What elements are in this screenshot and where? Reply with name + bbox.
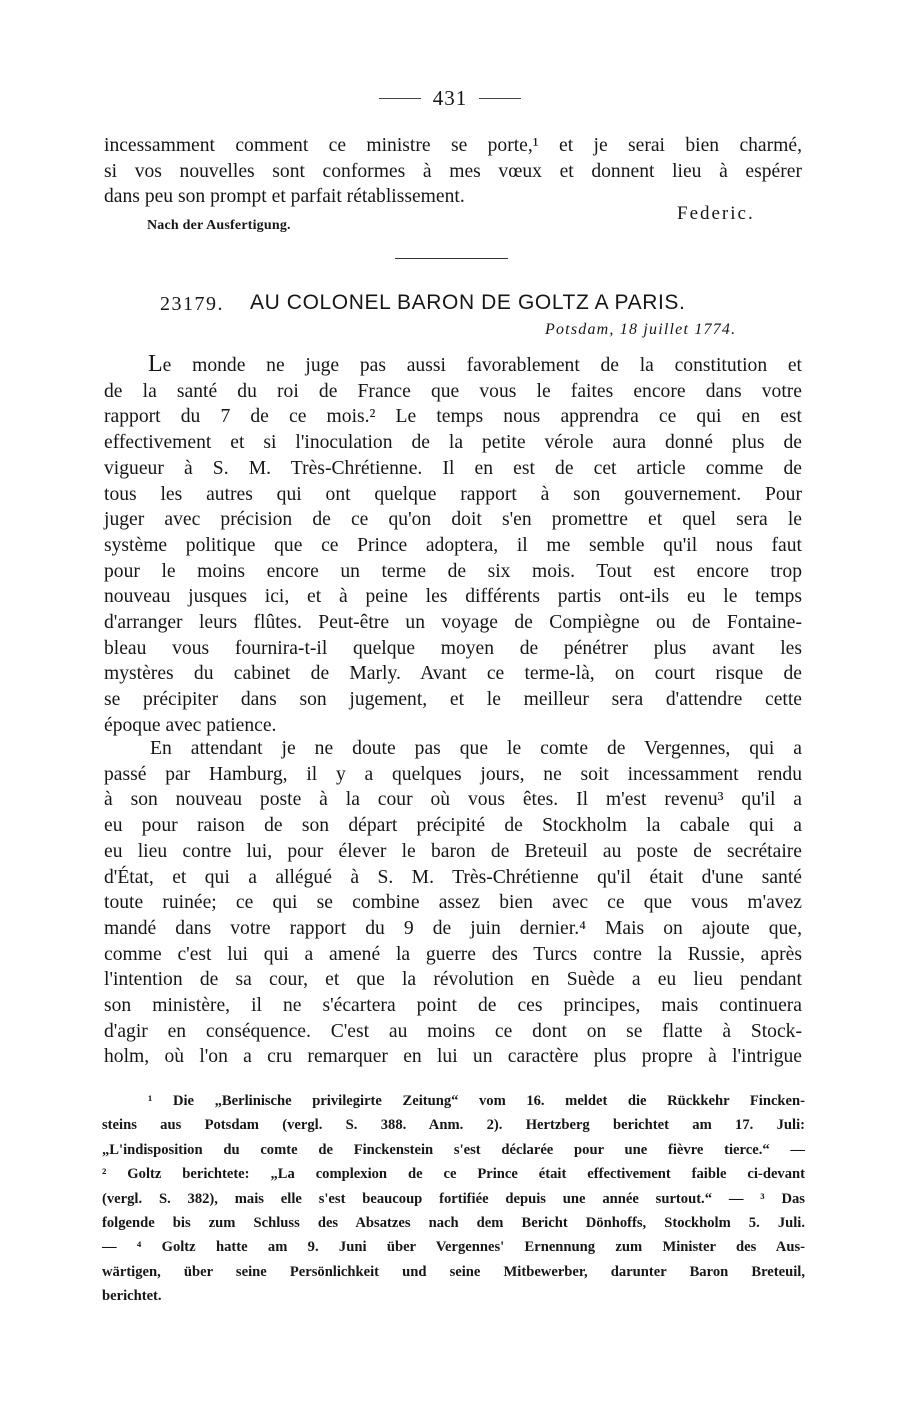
drop-cap: L <box>148 351 163 377</box>
letter-paragraph-1 <box>104 352 802 739</box>
footnote-line: — ⁴ Goltz hatte am 9. Juni über Vergennes' Ernennung zum Minister des Aus- <box>102 1239 805 1256</box>
text-line: bleau vous fournira-t-il quelque moyen de pénétrer plus avant les <box>104 637 802 659</box>
text-line: holm, où l'on a cru remarquer en lui un caractère plus propre à l'intrigue <box>104 1046 802 1068</box>
text-line: rapport du 7 de ce mois.² Le temps nous apprendra ce qui en est <box>104 406 802 428</box>
text-line: à son nouveau poste à la cour où vous êtes. Il m'est revenu³ qu'il a <box>104 789 802 811</box>
text-line: se précipiter dans son jugement, et le meilleur sera d'attendre cette <box>104 689 802 711</box>
letter-title: AU COLONEL BARON DE GOLTZ A PARIS. <box>250 291 686 314</box>
footnote-line: folgende bis zum Schluss des Absatzes nach dem Bericht Dönhoffs, Stockholm 5. Juli. <box>102 1215 805 1232</box>
footnote-line: ¹ Die „Berlinische privilegirte Zeitung“ vom 16. meldet die Rückkehr Fincken- <box>148 1093 805 1109</box>
page-number: 431 <box>432 86 468 110</box>
signature: Federic. <box>677 203 755 224</box>
continuation-paragraph <box>104 133 802 210</box>
page-header <box>0 86 900 111</box>
text-line <box>104 352 802 379</box>
text-line: En attendant je ne doute pas que le comte de Vergennes, qui a <box>150 738 802 759</box>
text-line: de la santé du roi de France que vous le faites encore dans votre <box>104 380 802 402</box>
text-line: incessamment comment ce ministre se porte,¹ et je serai bien charmé, <box>104 135 802 156</box>
text-line: mandé dans votre rapport du 9 de juin dernier.⁴ Mais on ajoute que, <box>104 917 802 939</box>
text-line: mystères du cabinet de Marly. Avant ce terme-là, on court risque de <box>104 663 802 685</box>
header-rule-right <box>479 98 521 99</box>
footnote-line: (vergl. S. 382), mais elle s'est beaucoup fortifiée depuis une année surtout.“ — ³ Das <box>102 1190 805 1207</box>
text-line: dans peu son prompt et parfait rétablissement. <box>104 186 465 208</box>
header-rule-left <box>379 98 421 99</box>
letter-paragraph-2 <box>104 736 802 1070</box>
text-line: si vos nouvelles sont conformes à mes vœux et donnent lieu à espérer <box>104 160 802 182</box>
text-line: vigueur à S. M. Très-Chrétienne. Il en est de cet article comme de <box>104 457 802 479</box>
source-note: Nach der Ausfertigung. <box>147 218 291 233</box>
footnote-line: wärtigen, über seine Persönlichkeit und seine Mitbewerber, darunter Baron Breteuil, <box>102 1263 805 1280</box>
text-line: d'arranger leurs flûtes. Peut-être un voyage de Compiègne ou de Fontaine- <box>104 612 802 634</box>
text-line: comme c'est lui qui a amené la guerre des Turcs contre la Russie, après <box>104 943 802 965</box>
text-line: son ministère, il ne s'écartera point de ces principes, mais continuera <box>104 995 802 1017</box>
text-line: pour le moins encore un terme de six mois. Tout est encore trop <box>104 560 802 582</box>
text-line: système politique que ce Prince adoptera, il me semble qu'il nous faut <box>104 534 802 556</box>
text-line: d'État, et qui a allégué à S. M. Très-Chrétienne qu'il était d'une santé <box>104 866 802 888</box>
text-line: époque avec patience. <box>104 714 277 736</box>
footnote-line: berichtet. <box>102 1288 162 1305</box>
text-line: eu lieu contre lui, pour élever le baron de Breteuil au poste de secrétaire <box>104 840 802 862</box>
text-line: tous les autres qui ont quelque rapport à son gouvernement. Pour <box>104 483 802 505</box>
text-line: toute ruinée; ce qui se combine assez bien avec ce que vous m'avez <box>104 892 802 914</box>
letter-number: 23179. <box>160 293 224 315</box>
text-line: l'intention de sa cour, et que la révolution en Suède a eu lieu pendant <box>104 969 802 991</box>
footnote-line: steins aus Potsdam (vergl. S. 388. Anm. 2). Hertzberg berichtet am 17. Juli: <box>102 1117 805 1134</box>
text-line: eu pour raison de son départ précipité de Stockholm la cabale qui a <box>104 815 802 837</box>
text-line: effectivement et si l'inoculation de la petite vérole aura donné plus de <box>104 432 802 454</box>
text-line: nouveau jusques ici, et à peine les différents partis ont-ils eu le temps <box>104 586 802 608</box>
section-separator <box>395 258 508 259</box>
text-line: juger avec précision de ce qu'on doit s'en promettre et quel sera le <box>104 509 802 531</box>
text-line: d'agir en conséquence. C'est au moins ce dont on se flatte à Stock- <box>104 1020 802 1042</box>
footnote-line: „L'indisposition du comte de Finckenstein s'est déclarée pour une fièvre tierce.“ — <box>102 1141 805 1158</box>
footnotes <box>102 1089 805 1309</box>
text-line: passé par Hamburg, il y a quelques jours, ne soit incessamment rendu <box>104 763 802 785</box>
letter-dateline: Potsdam, 18 juillet 1774. <box>545 321 737 338</box>
footnote-line: ² Goltz berichtete: „La complexion de ce Prince était effectivement faible ci-devant <box>102 1166 805 1183</box>
text-line-rest: e monde ne juge pas aussi favorablement de la constitution et <box>162 355 802 376</box>
